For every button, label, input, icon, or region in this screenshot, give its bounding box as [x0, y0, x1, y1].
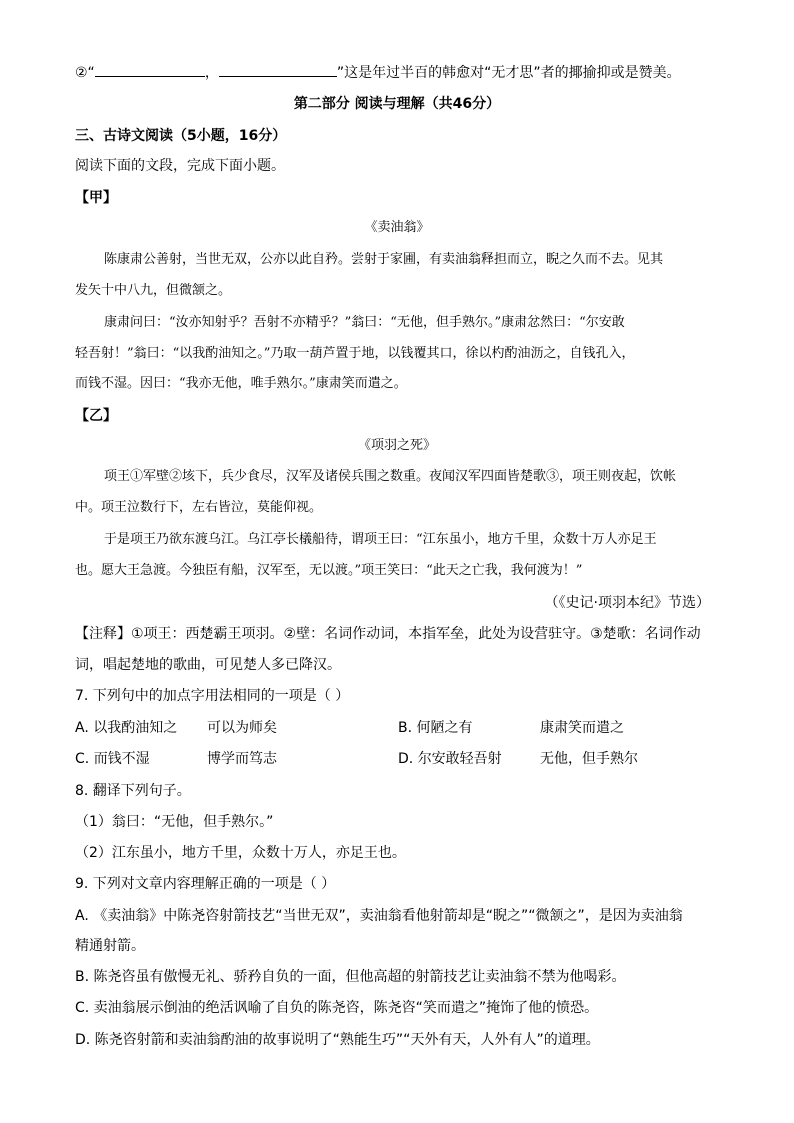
- question-8-sentence-1: （1）翁曰：“无他，但手熟尔。”: [75, 814, 274, 830]
- question-8-stem: 8. 翻译下列句子。: [75, 783, 191, 799]
- passage-yi-label: 【乙】: [75, 408, 117, 424]
- option-phrase: 何陋之有: [416, 720, 473, 736]
- passage-yi-title: 《项羽之死》: [357, 438, 436, 453]
- option-d-phrase-2: 无他，但手熟尔: [540, 751, 638, 767]
- passage-yi-line: 也。愿大王急渡。今独臣有船，汉军至，无以渡。”项王笑曰：“此天之亡我，我何渡为！”: [75, 563, 583, 578]
- question-9-option-a-cont[interactable]: 精通射箭。: [75, 938, 145, 954]
- notes-line: 词，唱起楚地的歌曲，可见楚人多已降汉。: [75, 657, 341, 673]
- answer-blank-1[interactable]: [95, 62, 205, 77]
- answer-blank-2[interactable]: [219, 62, 337, 77]
- option-c[interactable]: [75, 749, 150, 769]
- question-9-stem: 9. 下列对文章内容理解正确的一项是（ ）: [75, 876, 336, 892]
- instruction: 阅读下面的文段，完成下面小题。: [75, 158, 285, 174]
- option-letter: C.: [75, 751, 90, 767]
- notes-line: 【注释】①项王：西楚霸王项羽。②壁：名词作动词，本指军垒，此处为设营驻守。③楚歌：名词作动: [75, 626, 701, 642]
- passage-jia-line: 发矢十中八九，但微颔之。: [75, 283, 232, 298]
- question-9-option-a[interactable]: A. 《卖油翁》中陈尧咨射箭技艺“当世无双”，卖油翁看他射箭却是“睨之”“微颔之”，是因为卖油翁: [75, 908, 683, 924]
- question-7-stem: 7. 下列句中的加点字用法相同的一项是（ ）: [75, 688, 350, 704]
- passage-jia-label: 【甲】: [75, 190, 117, 206]
- option-phrase: 以我酌油知之: [93, 720, 178, 736]
- option-c-phrase-2: 博学而笃志: [207, 751, 277, 767]
- option-phrase: 而钱不湿: [93, 751, 150, 767]
- option-letter: A.: [75, 720, 89, 736]
- option-letter: B.: [398, 720, 413, 736]
- question-9-option-d[interactable]: D. 陈尧咨射箭和卖油翁酌油的故事说明了“熟能生巧”“天外有天，人外有人”的道理。: [75, 1032, 600, 1048]
- option-phrase: 尔安敢轻吾射: [417, 751, 502, 767]
- passage-jia-line: 而钱不湿。因曰：“我亦无他，唯手熟尔。”康肃笑而遣之。: [75, 376, 407, 391]
- passage-jia-line: 陈康肃公善射，当世无双，公亦以此自矜。尝射于家圃，有卖油翁释担而立，睨之久而不去。见其: [104, 252, 664, 267]
- question-9-option-b[interactable]: B. 陈尧咨虽有傲慢无礼、骄矜自负的一面，但他高超的射箭技艺让卖油翁不禁为他喝彩。: [75, 969, 626, 985]
- fill-blank-prefix: ②“: [75, 65, 95, 81]
- passage-jia-line: 康肃问曰：“汝亦知射乎？吾射不亦精乎？”翁曰：“无他，但手熟尔。”康肃忿然曰：“尔安敢: [104, 315, 625, 330]
- question-9-option-c[interactable]: C. 卖油翁展示倒油的绝活讽喻了自负的陈尧咨，陈尧咨“笑而遣之”掩饰了他的愤恐。: [75, 1000, 599, 1016]
- fill-blank-suffix: ”这是年过半百的韩愈对“无才思”者的揶揄抑或是赞美。: [336, 65, 681, 81]
- option-a[interactable]: [75, 718, 177, 738]
- option-letter: D.: [398, 751, 414, 767]
- section-title: 三、古诗文阅读（5小题，16分）: [75, 128, 287, 144]
- option-b-phrase-2: 康肃笑而遣之: [540, 720, 624, 736]
- fill-blank-line: [75, 62, 681, 83]
- part-title: 第二部分 阅读与理解（共46分）: [293, 96, 501, 112]
- option-d[interactable]: [398, 749, 502, 769]
- passage-yi-line: 于是项王乃欲东渡乌江。乌江亭长檥船待，谓项王曰：“江东虽小，地方千里，众数十万人亦足王: [104, 532, 657, 547]
- passage-source: （《史记·项羽本纪》节选）: [544, 595, 710, 611]
- passage-yi-line: 项王①军壁②垓下，兵少食尽，汉军及诸侯兵围之数重。夜闻汉军四面皆楚歌③，项王则夜起，饮帐: [104, 469, 677, 484]
- passage-yi-line: 中。项王泣数行下，左右皆泣，莫能仰视。: [75, 500, 323, 515]
- passage-jia-title: 《卖油翁》: [364, 220, 430, 235]
- passage-jia-line: 轻吾射！”翁曰：“以我酌油知之。”乃取一葫芦置于地，以钱覆其口，徐以杓酌油沥之，自钱孔入，: [75, 346, 635, 361]
- fill-blank-comma: ，: [204, 65, 219, 81]
- question-8-sentence-2: （2）江东虽小，地方千里，众数十万人，亦足王也。: [75, 845, 406, 861]
- option-a-phrase-2: 可以为师矣: [207, 720, 277, 736]
- option-b[interactable]: [398, 718, 473, 738]
